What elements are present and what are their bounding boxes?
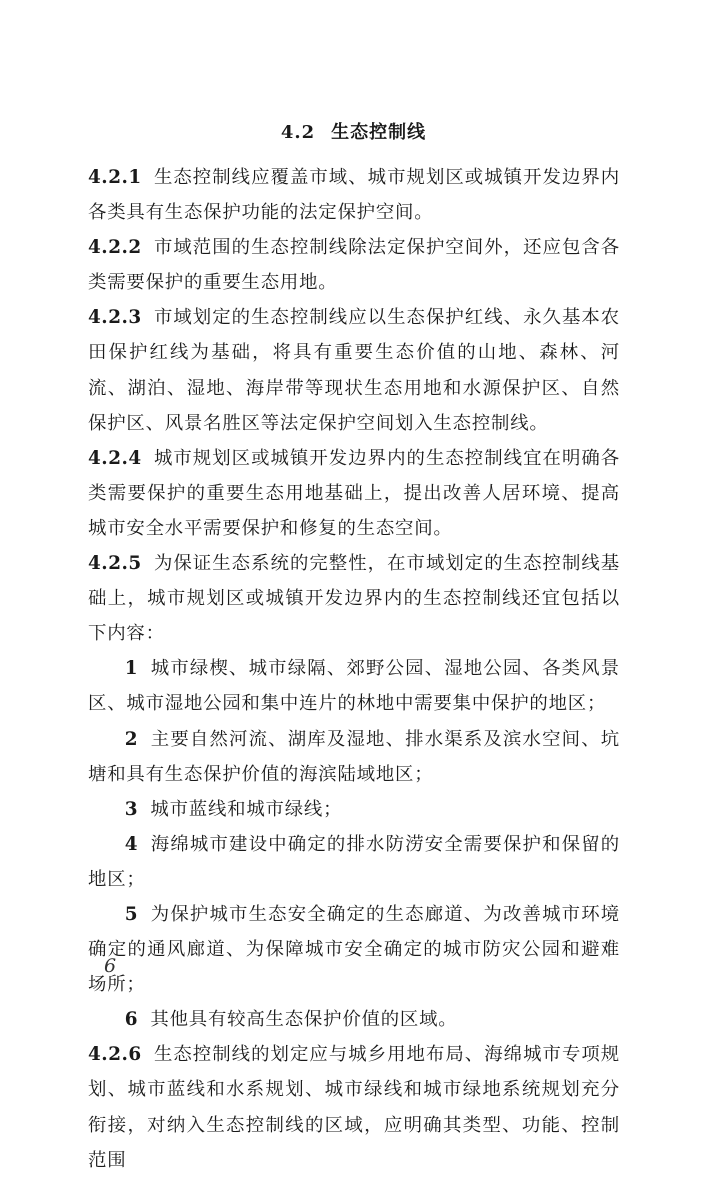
clause-4-2-1 xyxy=(88,160,620,230)
clause-number: 4.2.4 xyxy=(88,447,142,469)
clause-number: 4.2.5 xyxy=(88,553,142,575)
clause-text: 生态控制线的划定应与城乡用地布局、海绵城市专项规划、城市蓝线和水系规划、城市绿线和城市绿地系统规划充分衔接，对纳入生态控制线的区域，应明确其类型、功能、控制范围 xyxy=(88,1044,620,1171)
item-text: 为保护城市生态安全确定的生态廊道、为改善城市环境确定的通风廊道、为保障城市安全确定的城市防灾公园和避难场所； xyxy=(88,903,620,996)
clause-text: 市域划定的生态控制线应以生态保护红线、永久基本农田保护红线为基础，将具有重要生态价值的山地、森林、河流、湖泊、湿地、海岸带等现状生态用地和水源保护区、自然保护区、风景名胜区等法定保护空间划入生态控制线。 xyxy=(88,307,620,434)
item-number: 2 xyxy=(124,728,139,750)
body-text xyxy=(88,160,620,1178)
clause-4-2-4 xyxy=(88,441,620,546)
clause-text: 市域范围的生态控制线除法定保护空间外，还应包含各类需要保护的重要生态用地。 xyxy=(88,237,620,294)
list-item-4 xyxy=(88,827,620,897)
section-number: 4.2 xyxy=(280,122,316,143)
clause-number: 4.2.2 xyxy=(88,237,142,259)
clause-number: 4.2.6 xyxy=(88,1044,142,1066)
list-item-1 xyxy=(88,651,620,721)
item-number: 4 xyxy=(124,833,139,855)
item-text: 海绵城市建设中确定的排水防涝安全需要保护和保留的地区； xyxy=(88,833,620,890)
list-item-2 xyxy=(88,722,620,792)
clause-4-2-3 xyxy=(88,300,620,440)
item-text: 其他具有较高生态保护价值的区域。 xyxy=(150,1009,458,1031)
item-number: 6 xyxy=(124,1009,139,1031)
item-number: 5 xyxy=(124,903,139,925)
item-text: 城市蓝线和城市绿线； xyxy=(150,798,343,820)
clause-text: 为保证生态系统的完整性，在市域划定的生态控制线基础上，城市规划区或城镇开发边界内的生态控制线还宜包括以下内容： xyxy=(88,553,620,645)
list-item-5 xyxy=(88,897,620,1002)
clause-text: 城市规划区或城镇开发边界内的生态控制线宜在明确各类需要保护的重要生态用地基础上，提出改善人居环境、提高城市安全水平需要保护和修复的生态空间。 xyxy=(88,447,620,539)
page-number: 6 xyxy=(104,955,117,977)
item-text: 主要自然河流、湖库及湿地、排水渠系及滨水空间、坑塘和具有生态保护价值的海滨陆域地区； xyxy=(88,728,620,785)
clause-4-2-2 xyxy=(88,230,620,300)
item-number: 1 xyxy=(124,658,139,680)
clause-4-2-5 xyxy=(88,546,620,651)
clause-number: 4.2.3 xyxy=(88,307,142,329)
section-title-text: 生态控制线 xyxy=(331,122,427,143)
clause-number: 4.2.1 xyxy=(88,167,142,188)
item-number: 3 xyxy=(124,798,139,820)
clause-text: 生态控制线应覆盖市域、城市规划区或城镇开发边界内各类具有生态保护功能的法定保护空间。 xyxy=(88,167,620,224)
clause-4-2-6 xyxy=(88,1037,620,1177)
item-text: 城市绿楔、城市绿隔、郊野公园、湿地公园、各类风景区、城市湿地公园和集中连片的林地中需要集中保护的地区； xyxy=(88,658,620,715)
section-heading xyxy=(0,118,707,144)
list-item-3 xyxy=(88,792,620,827)
list-item-6 xyxy=(88,1002,620,1037)
